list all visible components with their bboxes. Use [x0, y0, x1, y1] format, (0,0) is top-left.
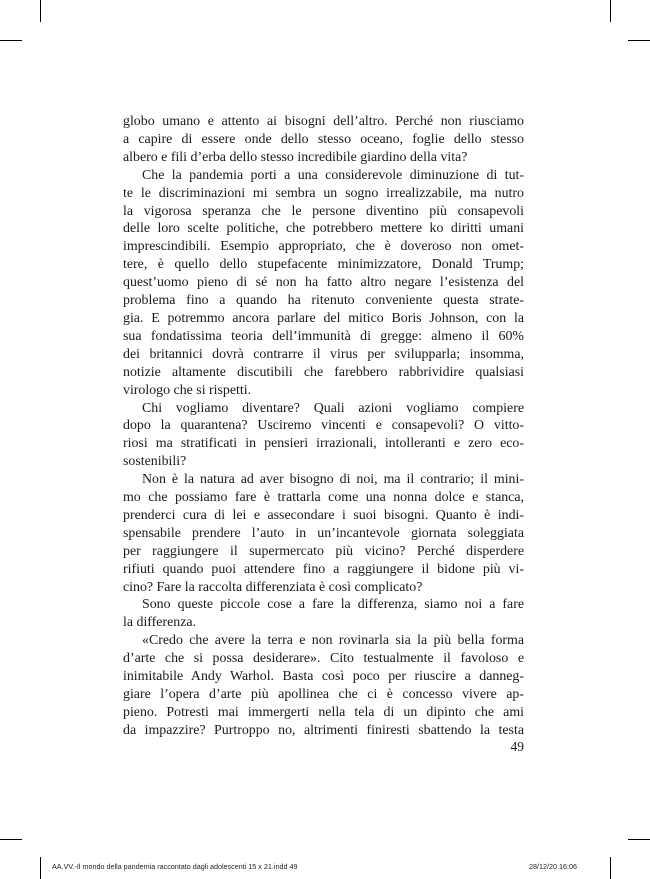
- text-line: imprescindibili. Esempio appropriato, che è doveroso non omet-: [123, 239, 524, 255]
- text-line: sua fondatissima teoria dell’immunità di gregge: almeno il 60%: [123, 328, 524, 344]
- text-line: prenderci cura di lei e assecondare i suoi bisogni. Quanto è indi-: [123, 507, 524, 523]
- paragraph: [123, 113, 524, 167]
- text-line: Sono queste piccole cose a fare la differenza, siamo noi a fare: [142, 597, 524, 613]
- text-line: da impazzire? Purtroppo no, altrimenti finiresti sbattendo la testa: [123, 722, 524, 738]
- text-line: a capire di essere onde dello stesso oceano, foglie dello stesso: [123, 131, 524, 147]
- print-slug-filename: AA.VV.-Il mondo della pandemia raccontato dagli adolescenti 15 x 21.indd 49: [52, 862, 298, 871]
- text-line: notizie altamente discutibili che farebbero rabbrividire qualsiasi: [123, 364, 524, 380]
- text-line: delle loro scelte politiche, che potrebbero mettere ko diritti umani: [123, 221, 524, 237]
- text-line: d’arte che si possa desiderare». Cito testualmente il favoloso e: [123, 651, 524, 667]
- text-line: pieno. Potresti mai immergerti nella tela di un dipinto che ami: [123, 704, 524, 720]
- text-line: dei britannici dovrà contrarre il virus per svilupparla; insomma,: [123, 346, 524, 362]
- text-line: cino? Fare la raccolta differenziata è così complicato?: [123, 579, 423, 595]
- text-line: gia. E potremmo ancora parlare del mitico Boris Johnson, con la: [123, 310, 524, 326]
- body-text: [123, 113, 524, 740]
- crop-mark-top-right-horizontal: [628, 40, 650, 41]
- text-line: Non è la natura ad aver bisogno di noi, ma il contrario; il mini-: [142, 472, 524, 488]
- crop-mark-top-right-vertical: [610, 0, 611, 22]
- text-line: spensabile prendere l’auto in un’incantevole giornata soleggiata: [123, 525, 524, 541]
- paragraph: [123, 167, 524, 400]
- text-line: Chi vogliamo diventare? Quali azioni vogliamo compiere: [142, 400, 524, 416]
- text-line: mo che possiamo fare è trattarla come una nonna dolce e stanca,: [123, 490, 524, 506]
- text-line: la differenza.: [123, 615, 197, 631]
- crop-mark-bottom-right-horizontal: [628, 839, 650, 840]
- text-line: per raggiungere il supermercato più vicino? Perché disperdere: [123, 543, 524, 559]
- text-line: globo umano e attento ai bisogni dell’altro. Perché non riusciamo: [123, 114, 524, 129]
- text-line: inimitabile Andy Warhol. Basta così poco per riuscire a danneg-: [123, 669, 524, 685]
- crop-mark-top-left-vertical: [40, 0, 41, 22]
- paragraph: [123, 471, 524, 596]
- text-line: dopo la quarantena? Usciremo vincenti e consapevoli? O vitto-: [123, 418, 524, 434]
- text-line: «Credo che avere la terra e non rovinarla sia la più bella forma: [142, 633, 524, 649]
- text-line: sostenibili?: [123, 454, 187, 470]
- text-line: quest’uomo pieno di sé non ha fatto altro negare l’esistenza del: [123, 275, 524, 291]
- crop-mark-bottom-right-vertical: [610, 857, 611, 879]
- page-number: 49: [510, 739, 524, 754]
- crop-mark-top-left-horizontal: [0, 40, 22, 41]
- text-line: virologo che si rispetti.: [123, 382, 252, 398]
- text-line: riosi ma stratificati in pensieri irrazionali, intolleranti e zero eco-: [123, 436, 524, 452]
- print-slug-timestamp: 28/12/20 16:06: [529, 862, 577, 871]
- crop-mark-bottom-left-vertical: [40, 857, 41, 879]
- paragraph: [123, 632, 524, 739]
- text-line: problema fino a quando ha ritenuto conveniente questa strate-: [123, 293, 524, 309]
- text-line: rifiuti quando puoi attendere fino a raggiungere il bidone più vi-: [123, 561, 524, 577]
- paragraph: [123, 596, 524, 632]
- text-line: Che la pandemia porti a una considerevole diminuzione di tut-: [142, 167, 524, 183]
- text-line: albero e fili d’erba dello stesso incredibile giardino della vita?: [123, 149, 468, 165]
- text-line: giare l’opera d’arte più apollinea che ci è concesso vivere ap-: [123, 687, 524, 702]
- crop-mark-bottom-left-horizontal: [0, 839, 22, 840]
- text-line: la vigorosa speranza che le persone diventino più consapevoli: [123, 203, 524, 219]
- text-line: te le discriminazioni mi sembra un sogno irrealizzabile, ma nutro: [123, 185, 524, 201]
- text-line: tere, è quello dello stupefacente minimizzatore, Donald Trump;: [123, 257, 524, 273]
- paragraph: [123, 400, 524, 472]
